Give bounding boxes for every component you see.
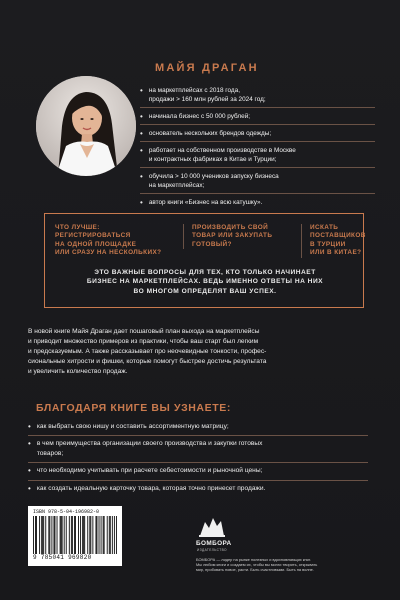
list-item xyxy=(140,168,375,194)
bio-text: основатель нескольких брендов одежды; xyxy=(148,130,272,137)
question-1: ЧТО ЛУЧШЕ: РЕГИСТРИРОВАТЬСЯ НА ОДНОЙ ПЛОЩАДКЕ ИЛИ СРАЗУ НА НЕСКОЛЬКИХ? xyxy=(55,224,162,257)
bullet-icon: • xyxy=(140,198,143,207)
list-item xyxy=(28,481,368,497)
list-item xyxy=(140,82,375,108)
bio-text: автор книги «Бизнес на всю катушку». xyxy=(148,199,263,206)
list-item xyxy=(140,125,375,142)
list-item xyxy=(28,463,368,480)
barcode xyxy=(28,506,122,566)
publisher-subtitle: ИЗДАТЕЛЬСТВО xyxy=(197,548,227,552)
learn-section-title: БЛАГОДАРЯ КНИГЕ ВЫ УЗНАЕТЕ: xyxy=(36,402,231,414)
question-3: ИСКАТЬ ПОСТАВЩИКОВ В ТУРЦИИ ИЛИ В КИТАЕ? xyxy=(301,224,372,258)
bullet-icon: • xyxy=(28,422,31,431)
bullet-icon: • xyxy=(140,129,143,138)
list-item xyxy=(140,194,375,210)
bio-text: на маркетплейсах с 2018 года, продажи > 160 млн рублей за 2024 год; xyxy=(148,87,266,103)
list-item xyxy=(140,108,375,125)
author-name: МАЙЯ ДРАГАН xyxy=(155,62,259,74)
bio-text: работает на собственном производстве в Москве и контрактных фабриках в Китае и Турции; xyxy=(148,147,296,163)
question-2: ПРОИЗВОДИТЬ СВОЙ ТОВАР ИЛИ ЗАКУПАТЬ ГОТОВЫЙ? xyxy=(183,224,300,249)
list-item xyxy=(28,436,368,463)
learn-item-text: как создать идеальную карточку товара, которая точно принесет продажи. xyxy=(36,484,266,492)
book-description: В новой книге Майя Драган дает пошаговый план выхода на маркетплейсы и приводит множество примеров из практики, чтобы ваш старт был легким и предсказуемым. А также рассказывает про неочевидные тонкости, профес- сиональные хитрости и фишки, которые помогут быстрее достичь результата и увеличить количество продаж. xyxy=(28,328,267,375)
bullet-icon: • xyxy=(28,483,31,493)
learn-item-text: что необходимо учитывать при расчете себестоимости и рыночной цены; xyxy=(36,467,263,475)
isbn-label: ISBN 978-5-04-196982-0 xyxy=(33,509,100,515)
learn-item-text: в чем преимущества организации своего производства и закупки готовых товаров; xyxy=(36,440,263,457)
publisher-name: БОМБОРА xyxy=(196,540,232,547)
bullet-icon: • xyxy=(28,439,31,449)
author-bio-list xyxy=(140,82,375,210)
barcode-number: 9 785041 969820 xyxy=(33,554,92,561)
barcode-bars-icon xyxy=(33,516,117,554)
learn-list xyxy=(28,419,368,497)
questions-box xyxy=(44,213,364,308)
publisher-description: БОМБОРА — лидер на рынке полезных и вдохновляющих книг. Мы любим книги и создаем их, чтобы вы могли творить, открывать мир, пробовать новое, расти. Быть счастливыми. Быть на волне. xyxy=(196,557,318,573)
bullet-icon: • xyxy=(28,466,31,476)
bullet-icon: • xyxy=(140,112,143,121)
learn-item-text: как выбрать свою нишу и составить ассортиментную матрицу; xyxy=(36,423,229,430)
bullet-icon: • xyxy=(140,86,143,95)
author-portrait-image xyxy=(36,76,136,176)
bullet-icon: • xyxy=(140,146,143,155)
list-item xyxy=(28,419,368,436)
author-photo xyxy=(36,76,136,176)
list-item xyxy=(140,142,375,168)
lead-statement: ЭТО ВАЖНЫЕ ВОПРОСЫ ДЛЯ ТЕХ, КТО ТОЛЬКО НАЧИНАЕТ БИЗНЕС НА МАРКЕТПЛЕЙСАХ. ВЕДЬ ИМЕННО ОТВЕТЫ НА НИХ ВО МНОГОМ ОПРЕДЕЛЯТ ВАШ УСПЕХ. xyxy=(86,269,324,295)
bio-text: обучила > 10 000 учеников запуску бизнеса на маркетплейсах; xyxy=(148,173,279,189)
bombora-logo-icon xyxy=(197,512,227,538)
bullet-icon: • xyxy=(140,172,143,181)
bio-text: начинала бизнес с 50 000 рублей; xyxy=(148,113,251,120)
